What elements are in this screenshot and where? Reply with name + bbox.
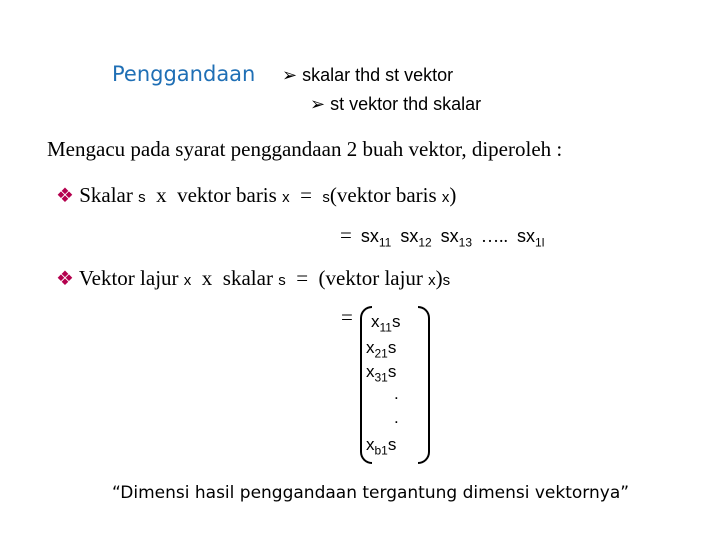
column-entry-dot-1: . <box>394 384 399 403</box>
column-entry-2: $x_{21}s$ <box>366 338 397 361</box>
diamond-bullet-icon: ❖ <box>56 185 74 207</box>
diamond-bullet-icon: ❖ <box>56 268 74 290</box>
row-term-last: $sx_{1l}$ <box>517 226 545 250</box>
column-entry-last: $x_{b1}s$ <box>366 435 397 458</box>
rule-2-rest: skalar <box>222 266 273 290</box>
row-dots: ….. <box>481 226 509 246</box>
arrow-bullet-icon: ➢ <box>282 65 298 85</box>
rule-2-rhs: (vektor lajur <box>318 266 423 290</box>
intro-text: Mengacu pada syarat penggandaan 2 buah vektor, diperoleh : <box>47 137 563 161</box>
header-item-1 <box>282 65 453 86</box>
rule-2-equals: = <box>296 266 309 290</box>
rule-1 <box>56 183 456 208</box>
rule-1-equals: = <box>300 183 312 207</box>
rule-2-times: x <box>201 266 213 290</box>
rule-2-label: Vektor lajur <box>78 266 179 290</box>
header-item-1-text: skalar thd st vektor <box>302 65 454 85</box>
rule-1-rhs: (vektor baris <box>329 183 437 207</box>
row-vector <box>340 223 544 250</box>
rule-1-rhs-x: x <box>441 189 450 206</box>
right-bracket <box>418 306 430 464</box>
row-term-1: $sx_{11}$ <box>360 226 392 250</box>
header-item-2-text: st vektor thd skalar <box>330 94 482 114</box>
page-title: Penggandaan <box>112 62 256 86</box>
row-term-2: $sx_{12}$ <box>400 226 432 250</box>
column-entry-dot-2: . <box>394 408 399 427</box>
row-term-3: $sx_{13}$ <box>440 226 473 250</box>
header-item-2 <box>310 94 481 115</box>
column-entry-3: $x_{31}s$ <box>366 362 397 385</box>
rule-1-label: Skalar <box>79 183 133 207</box>
rule-2-var-x: x <box>183 272 192 289</box>
rule-1-rhs-close: ) <box>449 183 457 207</box>
footer-note: “Dimensi hasil penggandaan tergantung dimensi vektornya” <box>112 483 630 503</box>
column-vector-equals: = <box>341 305 353 329</box>
arrow-bullet-icon: ➢ <box>310 94 326 114</box>
rule-1-times: x <box>156 183 167 207</box>
rule-1-scalar: s <box>138 189 146 206</box>
rule-2-rhs-close: ) <box>435 266 443 290</box>
rule-2-rhs-x: x <box>428 272 436 289</box>
rule-1-var-x: x <box>282 189 290 206</box>
rule-2-scalar: s <box>278 272 286 289</box>
row-vector-equals: = <box>340 223 352 247</box>
rule-1-rest: vektor baris <box>177 183 277 207</box>
column-entry-1: $x_{11}s$ <box>371 312 401 335</box>
rule-2-rhs-scalar: s <box>442 272 451 289</box>
rule-2 <box>56 266 450 291</box>
rule-1-rhs-scalar: s <box>322 189 330 206</box>
